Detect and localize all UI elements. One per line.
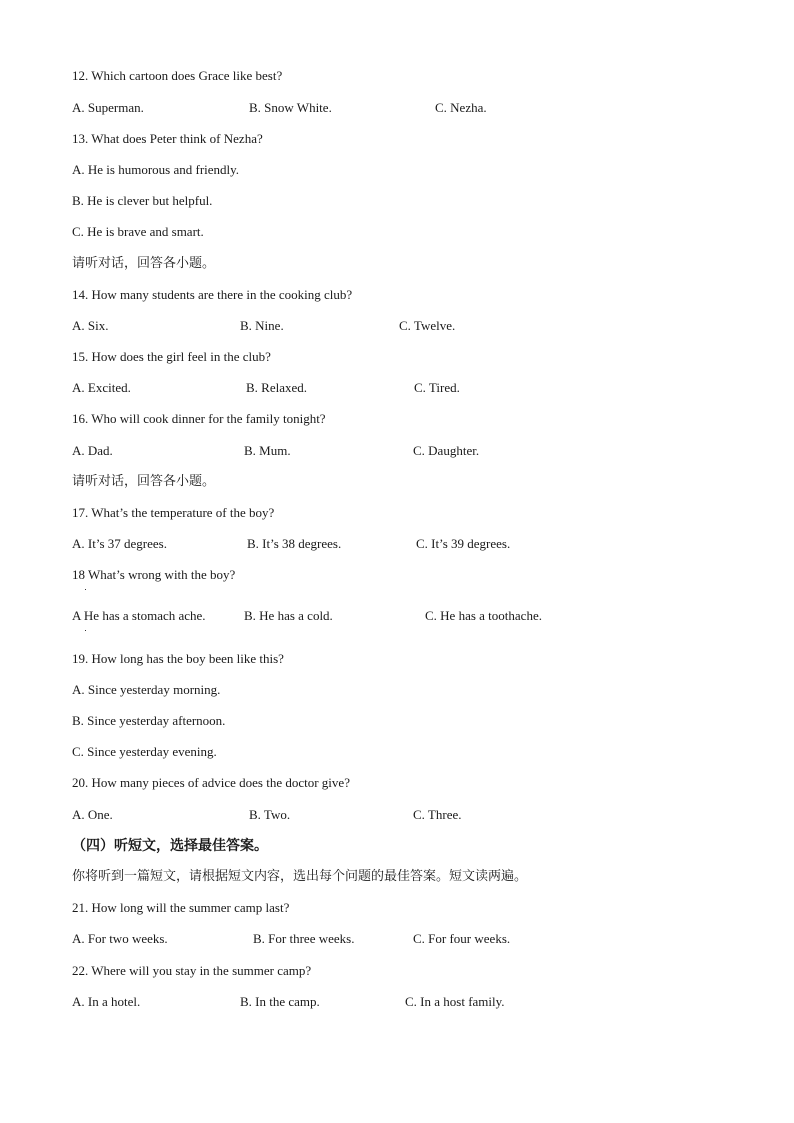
q19-option-a: A. Since yesterday morning. [72, 682, 221, 697]
section-4-title: （四）听短文，选择最佳答案。 [72, 838, 268, 854]
q13-option-a: A. He is humorous and friendly. [72, 162, 240, 177]
question-20: 20. How many pieces of advice does the doctor give? [72, 775, 350, 790]
q18-option-b: B. He has a cold. [244, 608, 333, 623]
q15-option-b: B. Relaxed. [246, 380, 308, 395]
q20-option-c: C. Three. [413, 807, 462, 822]
question-19: 19. How long has the boy been like this? [72, 651, 284, 666]
stray-dot [85, 630, 86, 631]
instruction-listen-1: 请听对话，回答各小题。 [72, 256, 216, 271]
q18-option-c: C. He has a toothache. [425, 608, 542, 623]
question-15: 15. How does the girl feel in the club? [72, 349, 271, 364]
q21-option-a: A. For two weeks. [72, 931, 168, 946]
q16-option-a: A. Dad. [72, 443, 113, 458]
section-4-instruction: 你将听到一篇短文，请根据短文内容，选出每个问题的最佳答案。短文读两遍。 [72, 869, 528, 884]
instruction-listen-2: 请听对话，回答各小题。 [72, 474, 216, 489]
q20-option-b: B. Two. [249, 807, 291, 822]
q16-option-c: C. Daughter. [413, 443, 480, 458]
stray-dot [85, 589, 86, 590]
q22-option-a: A. In a hotel. [72, 994, 141, 1009]
q22-option-b: B. In the camp. [240, 994, 320, 1009]
q13-option-c: C. He is brave and smart. [72, 224, 204, 239]
q18-option-a: A He has a stomach ache. [72, 608, 206, 623]
q19-option-b: B. Since yesterday afternoon. [72, 713, 226, 728]
q20-option-a: A. One. [72, 807, 113, 822]
q22-option-c: C. In a host family. [405, 994, 505, 1009]
question-22: 22. Where will you stay in the summer camp? [72, 963, 312, 978]
q14-option-c: C. Twelve. [399, 318, 456, 333]
q13-option-b: B. He is clever but helpful. [72, 193, 213, 208]
q17-option-a: A. It’s 37 degrees. [72, 536, 167, 551]
question-12: 12. Which cartoon does Grace like best? [72, 68, 283, 83]
q19-option-c: C. Since yesterday evening. [72, 744, 217, 759]
q17-option-c: C. It’s 39 degrees. [416, 536, 511, 551]
q21-option-b: B. For three weeks. [253, 931, 355, 946]
question-16: 16. Who will cook dinner for the family tonight? [72, 411, 326, 426]
q12-option-a: A. Superman. [72, 100, 144, 115]
q14-option-b: B. Nine. [240, 318, 284, 333]
q21-option-c: C. For four weeks. [413, 931, 511, 946]
q14-option-a: A. Six. [72, 318, 109, 333]
question-14: 14. How many students are there in the cooking club? [72, 287, 353, 302]
question-21: 21. How long will the summer camp last? [72, 900, 290, 915]
q17-option-b: B. It’s 38 degrees. [247, 536, 342, 551]
q12-option-b: B. Snow White. [249, 100, 332, 115]
q15-option-a: A. Excited. [72, 380, 131, 395]
question-17: 17. What’s the temperature of the boy? [72, 505, 275, 520]
question-13: 13. What does Peter think of Nezha? [72, 131, 263, 146]
question-18: 18 What’s wrong with the boy? [72, 567, 236, 582]
q16-option-b: B. Mum. [244, 443, 291, 458]
q15-option-c: C. Tired. [414, 380, 460, 395]
q12-option-c: C. Nezha. [435, 100, 487, 115]
